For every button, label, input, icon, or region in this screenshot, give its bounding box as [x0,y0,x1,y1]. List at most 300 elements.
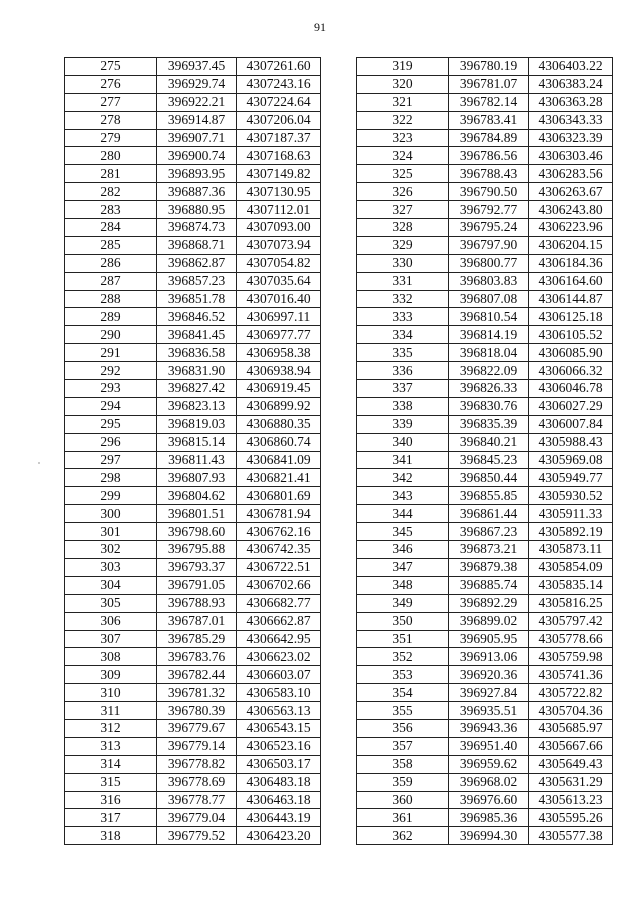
y-coordinate-cell: 4306323.39 [529,129,613,147]
x-coordinate-cell: 396798.60 [157,523,237,541]
x-coordinate-cell: 396831.90 [157,362,237,380]
point-number-cell: 317 [65,809,157,827]
y-coordinate-cell: 4306204.15 [529,236,613,254]
y-coordinate-cell: 4306383.24 [529,75,613,93]
coordinates-table-left [64,57,321,845]
y-coordinate-cell: 4306503.17 [237,755,321,773]
table-row [357,827,613,845]
x-coordinate-cell: 396874.73 [157,219,237,237]
x-coordinate-cell: 396786.56 [449,147,529,165]
point-number-cell: 284 [65,219,157,237]
table-row [357,147,613,165]
table-row [65,290,321,308]
y-coordinate-cell: 4305577.38 [529,827,613,845]
y-coordinate-cell: 4305873.11 [529,541,613,559]
point-number-cell: 292 [65,362,157,380]
point-number-cell: 287 [65,272,157,290]
point-number-cell: 301 [65,523,157,541]
table-row [65,129,321,147]
y-coordinate-cell: 4306762.16 [237,523,321,541]
table-row [65,326,321,344]
x-coordinate-cell: 396937.45 [157,58,237,76]
point-number-cell: 275 [65,58,157,76]
x-coordinate-cell: 396800.77 [449,254,529,272]
table-row [65,308,321,326]
point-number-cell: 318 [65,827,157,845]
point-number-cell: 281 [65,165,157,183]
x-coordinate-cell: 396787.01 [157,612,237,630]
table-row [357,576,613,594]
point-number-cell: 323 [357,129,449,147]
table-row [357,737,613,755]
y-coordinate-cell: 4307035.64 [237,272,321,290]
x-coordinate-cell: 396862.87 [157,254,237,272]
point-number-cell: 351 [357,630,449,648]
x-coordinate-cell: 396905.95 [449,630,529,648]
x-coordinate-cell: 396795.88 [157,541,237,559]
x-coordinate-cell: 396783.76 [157,648,237,666]
table-row [357,415,613,433]
y-coordinate-cell: 4307093.00 [237,219,321,237]
table-row [357,165,613,183]
table-row [357,111,613,129]
table-row [65,773,321,791]
y-coordinate-cell: 4307054.82 [237,254,321,272]
y-coordinate-cell: 4306742.35 [237,541,321,559]
x-coordinate-cell: 396811.43 [157,451,237,469]
page-number: 91 [314,20,326,34]
point-number-cell: 299 [65,487,157,505]
x-coordinate-cell: 396913.06 [449,648,529,666]
x-coordinate-cell: 396951.40 [449,737,529,755]
table-row [65,272,321,290]
point-number-cell: 294 [65,397,157,415]
table-row [65,576,321,594]
x-coordinate-cell: 396914.87 [157,111,237,129]
x-coordinate-cell: 396850.44 [449,469,529,487]
table-body [357,58,613,845]
y-coordinate-cell: 4307243.16 [237,75,321,93]
x-coordinate-cell: 396994.30 [449,827,529,845]
x-coordinate-cell: 396778.77 [157,791,237,809]
point-number-cell: 314 [65,755,157,773]
point-number-cell: 321 [357,93,449,111]
x-coordinate-cell: 396795.24 [449,219,529,237]
y-coordinate-cell: 4306938.94 [237,362,321,380]
point-number-cell: 342 [357,469,449,487]
x-coordinate-cell: 396907.71 [157,129,237,147]
x-coordinate-cell: 396885.74 [449,576,529,594]
x-coordinate-cell: 396792.77 [449,201,529,219]
point-number-cell: 330 [357,254,449,272]
point-number-cell: 308 [65,648,157,666]
y-coordinate-cell: 4306642.95 [237,630,321,648]
x-coordinate-cell: 396935.51 [449,702,529,720]
table-row [357,362,613,380]
point-number-cell: 350 [357,612,449,630]
table-row [357,183,613,201]
y-coordinate-cell: 4306702.66 [237,576,321,594]
table-row [357,58,613,76]
y-coordinate-cell: 4307224.64 [237,93,321,111]
point-number-cell: 357 [357,737,449,755]
table-row [357,702,613,720]
table-row [65,684,321,702]
y-coordinate-cell: 4306105.52 [529,326,613,344]
y-coordinate-cell: 4306821.41 [237,469,321,487]
x-coordinate-cell: 396985.36 [449,809,529,827]
x-coordinate-cell: 396782.44 [157,666,237,684]
point-number-cell: 312 [65,719,157,737]
point-number-cell: 344 [357,505,449,523]
y-coordinate-cell: 4305988.43 [529,433,613,451]
x-coordinate-cell: 396822.09 [449,362,529,380]
point-number-cell: 289 [65,308,157,326]
point-number-cell: 331 [357,272,449,290]
point-number-cell: 362 [357,827,449,845]
table-row [65,362,321,380]
point-number-cell: 300 [65,505,157,523]
point-number-cell: 355 [357,702,449,720]
point-number-cell: 309 [65,666,157,684]
x-coordinate-cell: 396827.42 [157,380,237,398]
table-row [65,827,321,845]
point-number-cell: 278 [65,111,157,129]
point-number-cell: 293 [65,380,157,398]
y-coordinate-cell: 4305722.82 [529,684,613,702]
point-number-cell: 328 [357,219,449,237]
point-number-cell: 322 [357,111,449,129]
x-coordinate-cell: 396778.69 [157,773,237,791]
y-coordinate-cell: 4307149.82 [237,165,321,183]
point-number-cell: 307 [65,630,157,648]
x-coordinate-cell: 396841.45 [157,326,237,344]
x-coordinate-cell: 396804.62 [157,487,237,505]
y-coordinate-cell: 4305816.25 [529,594,613,612]
table-row [357,594,613,612]
table-row [65,755,321,773]
table-row [65,254,321,272]
table-row [65,541,321,559]
y-coordinate-cell: 4306125.18 [529,308,613,326]
y-coordinate-cell: 4306303.46 [529,147,613,165]
y-coordinate-cell: 4306144.87 [529,290,613,308]
table-row [65,719,321,737]
y-coordinate-cell: 4305631.29 [529,773,613,791]
point-number-cell: 291 [65,344,157,362]
y-coordinate-cell: 4306860.74 [237,433,321,451]
y-coordinate-cell: 4306263.67 [529,183,613,201]
x-coordinate-cell: 396781.32 [157,684,237,702]
table-row [357,523,613,541]
x-coordinate-cell: 396782.14 [449,93,529,111]
y-coordinate-cell: 4306801.69 [237,487,321,505]
table-row [357,344,613,362]
x-coordinate-cell: 396857.23 [157,272,237,290]
table-row [357,219,613,237]
x-coordinate-cell: 396823.13 [157,397,237,415]
table-row [357,666,613,684]
y-coordinate-cell: 4306223.96 [529,219,613,237]
y-coordinate-cell: 4306977.77 [237,326,321,344]
point-number-cell: 303 [65,558,157,576]
table-row [357,254,613,272]
x-coordinate-cell: 396835.39 [449,415,529,433]
y-coordinate-cell: 4307261.60 [237,58,321,76]
x-coordinate-cell: 396814.19 [449,326,529,344]
table-body [65,58,321,845]
table-row [65,397,321,415]
x-coordinate-cell: 396929.74 [157,75,237,93]
x-coordinate-cell: 396778.82 [157,755,237,773]
x-coordinate-cell: 396810.54 [449,308,529,326]
point-number-cell: 356 [357,719,449,737]
table-row [65,201,321,219]
y-coordinate-cell: 4305892.19 [529,523,613,541]
y-coordinate-cell: 4307130.95 [237,183,321,201]
point-number-cell: 311 [65,702,157,720]
table-row [65,702,321,720]
table-row [65,236,321,254]
y-coordinate-cell: 4305667.66 [529,737,613,755]
x-coordinate-cell: 396927.84 [449,684,529,702]
point-number-cell: 348 [357,576,449,594]
y-coordinate-cell: 4306997.11 [237,308,321,326]
y-coordinate-cell: 4306543.15 [237,719,321,737]
point-number-cell: 313 [65,737,157,755]
table-row [65,183,321,201]
x-coordinate-cell: 396784.89 [449,129,529,147]
y-coordinate-cell: 4305759.98 [529,648,613,666]
table-row [357,201,613,219]
y-coordinate-cell: 4306423.20 [237,827,321,845]
y-coordinate-cell: 4306164.60 [529,272,613,290]
x-coordinate-cell: 396797.90 [449,236,529,254]
table-row [357,719,613,737]
x-coordinate-cell: 396793.37 [157,558,237,576]
y-coordinate-cell: 4305930.52 [529,487,613,505]
x-coordinate-cell: 396900.74 [157,147,237,165]
point-number-cell: 360 [357,791,449,809]
table-row [65,666,321,684]
coordinates-table-right [356,57,613,845]
y-coordinate-cell: 4306523.16 [237,737,321,755]
y-coordinate-cell: 4305854.09 [529,558,613,576]
point-number-cell: 286 [65,254,157,272]
table-row [65,737,321,755]
x-coordinate-cell: 396887.36 [157,183,237,201]
table-row [357,648,613,666]
x-coordinate-cell: 396920.36 [449,666,529,684]
table-row [65,344,321,362]
x-coordinate-cell: 396830.76 [449,397,529,415]
y-coordinate-cell: 4307206.04 [237,111,321,129]
table-row [65,791,321,809]
point-number-cell: 335 [357,344,449,362]
x-coordinate-cell: 396826.33 [449,380,529,398]
x-coordinate-cell: 396779.04 [157,809,237,827]
table-row [357,755,613,773]
x-coordinate-cell: 396867.23 [449,523,529,541]
y-coordinate-cell: 4305969.08 [529,451,613,469]
x-coordinate-cell: 396779.52 [157,827,237,845]
point-number-cell: 358 [357,755,449,773]
table-row [357,451,613,469]
x-coordinate-cell: 396785.29 [157,630,237,648]
point-number-cell: 361 [357,809,449,827]
y-coordinate-cell: 4306007.84 [529,415,613,433]
x-coordinate-cell: 396840.21 [449,433,529,451]
point-number-cell: 285 [65,236,157,254]
table-row [357,469,613,487]
table-row [65,612,321,630]
y-coordinate-cell: 4306403.22 [529,58,613,76]
point-number-cell: 298 [65,469,157,487]
table-row [357,773,613,791]
x-coordinate-cell: 396968.02 [449,773,529,791]
y-coordinate-cell: 4306662.87 [237,612,321,630]
table-row [65,809,321,827]
y-coordinate-cell: 4307016.40 [237,290,321,308]
table-row [357,326,613,344]
y-coordinate-cell: 4305613.23 [529,791,613,809]
table-row [65,594,321,612]
x-coordinate-cell: 396780.39 [157,702,237,720]
point-number-cell: 341 [357,451,449,469]
point-number-cell: 349 [357,594,449,612]
x-coordinate-cell: 396851.78 [157,290,237,308]
table-row [357,809,613,827]
point-number-cell: 333 [357,308,449,326]
y-coordinate-cell: 4306463.18 [237,791,321,809]
table-row [357,487,613,505]
y-coordinate-cell: 4306343.33 [529,111,613,129]
y-coordinate-cell: 4306483.18 [237,773,321,791]
point-number-cell: 276 [65,75,157,93]
y-coordinate-cell: 4306046.78 [529,380,613,398]
point-number-cell: 315 [65,773,157,791]
point-number-cell: 352 [357,648,449,666]
x-coordinate-cell: 396899.02 [449,612,529,630]
point-number-cell: 310 [65,684,157,702]
table-row [65,469,321,487]
y-coordinate-cell: 4306623.02 [237,648,321,666]
table-row [65,523,321,541]
point-number-cell: 305 [65,594,157,612]
point-number-cell: 302 [65,541,157,559]
table-row [357,129,613,147]
y-coordinate-cell: 4305649.43 [529,755,613,773]
x-coordinate-cell: 396791.05 [157,576,237,594]
y-coordinate-cell: 4305835.14 [529,576,613,594]
point-number-cell: 339 [357,415,449,433]
table-row [357,290,613,308]
point-number-cell: 332 [357,290,449,308]
point-number-cell: 347 [357,558,449,576]
table-row [357,397,613,415]
y-coordinate-cell: 4305778.66 [529,630,613,648]
point-number-cell: 340 [357,433,449,451]
y-coordinate-cell: 4305797.42 [529,612,613,630]
point-number-cell: 288 [65,290,157,308]
table-row [65,165,321,183]
y-coordinate-cell: 4306443.19 [237,809,321,827]
x-coordinate-cell: 396783.41 [449,111,529,129]
x-coordinate-cell: 396976.60 [449,791,529,809]
y-coordinate-cell: 4306027.29 [529,397,613,415]
x-coordinate-cell: 396943.36 [449,719,529,737]
x-coordinate-cell: 396803.83 [449,272,529,290]
table-row [65,219,321,237]
table-row [65,558,321,576]
table-row [357,272,613,290]
point-number-cell: 324 [357,147,449,165]
y-coordinate-cell: 4306066.32 [529,362,613,380]
x-coordinate-cell: 396807.93 [157,469,237,487]
table-row [357,558,613,576]
x-coordinate-cell: 396879.38 [449,558,529,576]
y-coordinate-cell: 4306722.51 [237,558,321,576]
x-coordinate-cell: 396846.52 [157,308,237,326]
point-number-cell: 277 [65,93,157,111]
table-row [357,308,613,326]
point-number-cell: 343 [357,487,449,505]
point-number-cell: 336 [357,362,449,380]
x-coordinate-cell: 396892.29 [449,594,529,612]
x-coordinate-cell: 396788.43 [449,165,529,183]
x-coordinate-cell: 396893.95 [157,165,237,183]
table-row [65,111,321,129]
table-row [65,648,321,666]
point-number-cell: 346 [357,541,449,559]
point-number-cell: 320 [357,75,449,93]
point-number-cell: 297 [65,451,157,469]
table-row [65,487,321,505]
table-row [65,147,321,165]
x-coordinate-cell: 396801.51 [157,505,237,523]
y-coordinate-cell: 4307168.63 [237,147,321,165]
y-coordinate-cell: 4305949.77 [529,469,613,487]
y-coordinate-cell: 4307187.37 [237,129,321,147]
point-number-cell: 279 [65,129,157,147]
point-number-cell: 327 [357,201,449,219]
point-number-cell: 280 [65,147,157,165]
y-coordinate-cell: 4306958.38 [237,344,321,362]
point-number-cell: 329 [357,236,449,254]
point-number-cell: 295 [65,415,157,433]
x-coordinate-cell: 396959.62 [449,755,529,773]
y-coordinate-cell: 4306781.94 [237,505,321,523]
y-coordinate-cell: 4305704.36 [529,702,613,720]
table-row [65,415,321,433]
table-row [65,433,321,451]
point-number-cell: 345 [357,523,449,541]
point-number-cell: 316 [65,791,157,809]
y-coordinate-cell: 4306841.09 [237,451,321,469]
x-coordinate-cell: 396780.19 [449,58,529,76]
point-number-cell: 319 [357,58,449,76]
x-coordinate-cell: 396855.85 [449,487,529,505]
x-coordinate-cell: 396922.21 [157,93,237,111]
point-number-cell: 334 [357,326,449,344]
x-coordinate-cell: 396779.67 [157,719,237,737]
y-coordinate-cell: 4305595.26 [529,809,613,827]
y-coordinate-cell: 4306880.35 [237,415,321,433]
x-coordinate-cell: 396819.03 [157,415,237,433]
table-row [357,380,613,398]
point-number-cell: 306 [65,612,157,630]
point-number-cell: 290 [65,326,157,344]
